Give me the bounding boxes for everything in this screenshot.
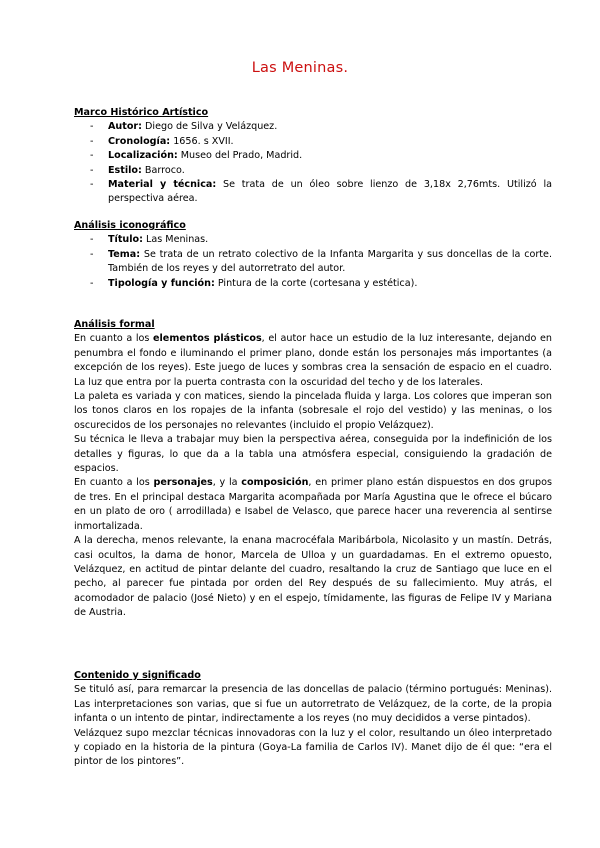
paragraph <box>74 332 552 390</box>
item-label: Estilo: <box>108 164 142 176</box>
paragraph: Velázquez supo mezclar técnicas innovadoras con la luz y el color, resultando un óleo interpretado y copiado en la historia de la pintura (Goya-La familia de Carlos IV). Manet dijo de él que: “era el pintor de los pintores”. <box>74 727 552 768</box>
section-analisis-formal <box>74 318 552 621</box>
item-label: Autor: <box>108 121 142 133</box>
item-text: Se trata de un óleo sobre lienzo de 3,18x 2,76mts. Utilizó la perspectiva aérea. <box>108 179 552 205</box>
item-text: Se trata de un retrato colectivo de la Infanta Margarita y sus doncellas de la corte. También de los reyes y del autorretrato del autor. <box>108 248 552 275</box>
text-run: , y la <box>212 477 242 489</box>
item-label: Tema: <box>108 248 141 260</box>
list-item <box>74 178 552 207</box>
item-text: 1656. s XVII. <box>170 135 234 147</box>
list-item <box>74 233 552 247</box>
item-text: Museo del Prado, Madrid. <box>177 150 303 162</box>
list-item <box>74 120 552 134</box>
item-text: Barroco. <box>141 164 185 176</box>
item-text: Diego de Silva y Velázquez. <box>142 121 278 133</box>
section-contenido-significado <box>74 669 552 770</box>
item-label: Material y técnica: <box>108 179 217 191</box>
list-item <box>74 149 552 163</box>
item-label: Localización: <box>108 150 178 162</box>
paragraph: Su técnica le lleva a trabajar muy bien la perspectiva aérea, conseguida por la indefinición de los detalles y figuras, lo que da a la tabla una atmósfera especial, consiguiendo la gradación de espacios. <box>74 434 552 475</box>
text-run: , en primer plano están dispuestos en dos grupos de tres. En el principal destaca Margarita acompañada por María Agustina que le ofrece el búcaro en un plato de oro ( arrodillada) e Isabel de Velasco, que parece hacer una reverencia al sentirse inmortalizada. <box>74 477 553 532</box>
item-label: Cronología: <box>108 135 171 147</box>
iconografico-list <box>74 233 552 291</box>
list-item <box>74 164 552 178</box>
emphasis-text: elementos plásticos <box>153 333 262 345</box>
section-heading: Contenido y significado <box>74 670 201 681</box>
paragraph: A la derecha, menos relevante, la enana macrocéfala Maribárbola, Nicolasito y un mastín. Detrás, casi ocultos, la dama de honor, Marcela de Ulloa y un guardadamas. En el extremo opuesto, Velázquez, en actitud de pintar delante del cuadro, resaltando la cruz de Santiago que luce en el pecho, al parecer fue pintada por orden del Rey después de su fallecimiento. Muy atrás, el acomodador de palacio (José Nieto) y en el espejo, tímidamente, las figuras de Felipe IV y Mariana de Austria. <box>74 535 552 619</box>
item-label: Tipología y función: <box>108 277 215 289</box>
item-text: Las Meninas. <box>142 234 209 246</box>
paragraph: Se tituló así, para remarcar la presencia de las doncellas de palacio (término portugués: Meninas). Las interpretaciones son varias, que si fue un autorretrato de Velázquez, de la corte, de la propia infanta o un intento de pintar, indirectamente a los reyes (no muy decididos a verse pintados). <box>74 684 552 725</box>
text-run: , el autor hace un estudio de la luz interesante, dejando en penumbra el fondo e iluminando el primer plano, donde están los personajes más importantes (a excepción de los reyes). Este juego de luces y sombras crea la sensación de espacio en el cuadro. La luz que entra por la puerta contrasta con la oscuridad del techo y de los laterales. <box>74 333 552 388</box>
paragraph: La paleta es variada y con matices, siendo la pincelada fluida y larga. Los colores que imperan son los tonos claros en los ropajes de la infanta (sobresale el rojo del vestido) y las meninas, o los oscurecidos de los personajes no relevantes (incluido el propio Velázquez). <box>74 391 552 431</box>
text-run: En cuanto a los <box>74 477 154 489</box>
emphasis-text: composición <box>241 477 309 489</box>
section-heading: Análisis formal <box>74 319 155 330</box>
list-item <box>74 135 552 149</box>
marco-list <box>74 120 552 206</box>
paragraph <box>74 476 552 534</box>
list-item <box>74 248 552 277</box>
item-label: Título: <box>108 234 143 246</box>
text-run: En cuanto a los <box>74 333 154 345</box>
section-marco-historico <box>74 106 552 207</box>
section-heading: Análisis iconográfico <box>74 220 186 231</box>
section-heading: Marco Histórico Artístico <box>74 107 209 118</box>
section-analisis-iconografico <box>74 219 552 291</box>
document-title: Las Meninas. <box>251 60 349 76</box>
list-item <box>74 277 552 291</box>
item-text: Pintura de la corte (cortesana y estética). <box>214 277 418 289</box>
emphasis-text: personajes <box>153 477 213 489</box>
